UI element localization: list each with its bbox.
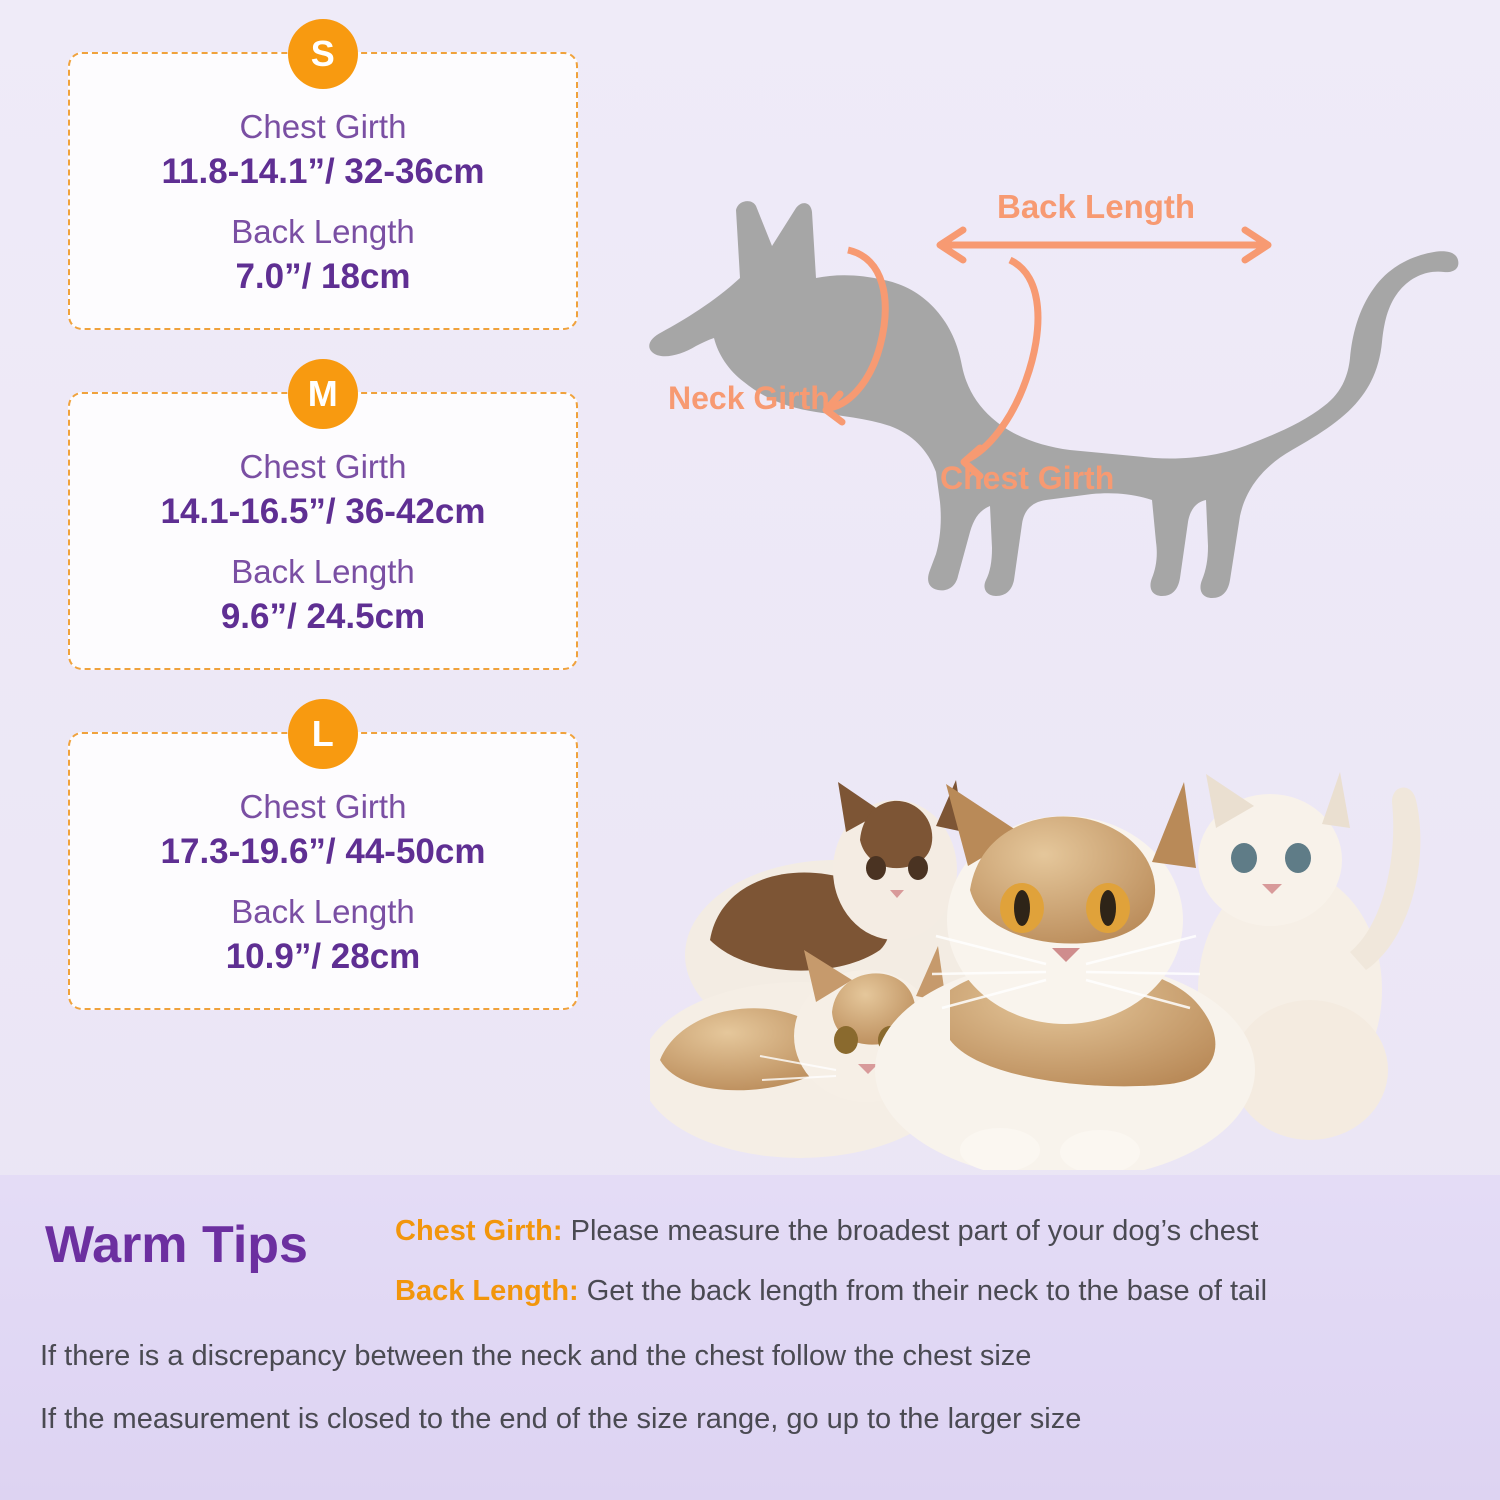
diagram-label-chest-girth: Chest Girth (940, 460, 1115, 496)
tip-row-back-length (395, 1275, 1267, 1308)
tip-text-back-length: Get the back length from their neck to the base of tail (578, 1275, 1268, 1307)
back-length-label: Back Length (231, 213, 415, 251)
tip-key-chest-girth: Chest Girth: (395, 1215, 563, 1247)
cats-group-image (650, 740, 1480, 1170)
tip-key-back-length: Back Length: (395, 1275, 579, 1307)
cat-front-right-shading (1232, 1000, 1388, 1140)
chest-girth-label: Chest Girth (239, 108, 407, 145)
size-card-s (68, 33, 578, 330)
back-length-value: 9.6”/ 24.5cm (220, 597, 426, 637)
diagram-label-neck-girth: Neck Girth (668, 380, 830, 416)
size-badge-m: M (288, 359, 358, 429)
chest-girth-value: 14.1-16.5”/ 36-42cm (160, 492, 486, 532)
size-badge-l: L (288, 699, 358, 769)
chest-girth-value: 17.3-19.6”/ 44-50cm (160, 832, 486, 872)
warm-tips-panel (0, 1175, 1500, 1500)
size-card-l (68, 713, 578, 1010)
back-length-arrow-icon (940, 230, 1268, 260)
size-badge-s: S (288, 19, 358, 89)
back-length-label: Back Length (231, 553, 415, 591)
tip-row-chest-girth (395, 1215, 1258, 1248)
cats-photo (650, 740, 1480, 1170)
back-length-value: 7.0”/ 18cm (235, 257, 411, 297)
back-length-label: Back Length (231, 893, 415, 931)
chest-girth-label: Chest Girth (239, 788, 407, 826)
warm-tips-title: Warm Tips (45, 1216, 308, 1274)
size-card-list (68, 33, 578, 1072)
back-length-value: 10.9”/ 28cm (225, 937, 421, 977)
measurement-diagram (640, 150, 1470, 620)
diagram-label-back-length: Back Length (997, 188, 1196, 225)
chest-girth-label: Chest Girth (239, 448, 407, 486)
chest-girth-value: 11.8-14.1”/ 32-36cm (161, 152, 485, 192)
size-card-m (68, 373, 578, 670)
tip-note-discrepancy: If there is a discrepancy between the neck and the chest follow the chest size (40, 1340, 1032, 1372)
tip-text-chest-girth: Please measure the broadest part of your dog’s chest (562, 1215, 1259, 1247)
tip-note-round-up: If the measurement is closed to the end of the size range, go up to the larger size (40, 1403, 1082, 1435)
